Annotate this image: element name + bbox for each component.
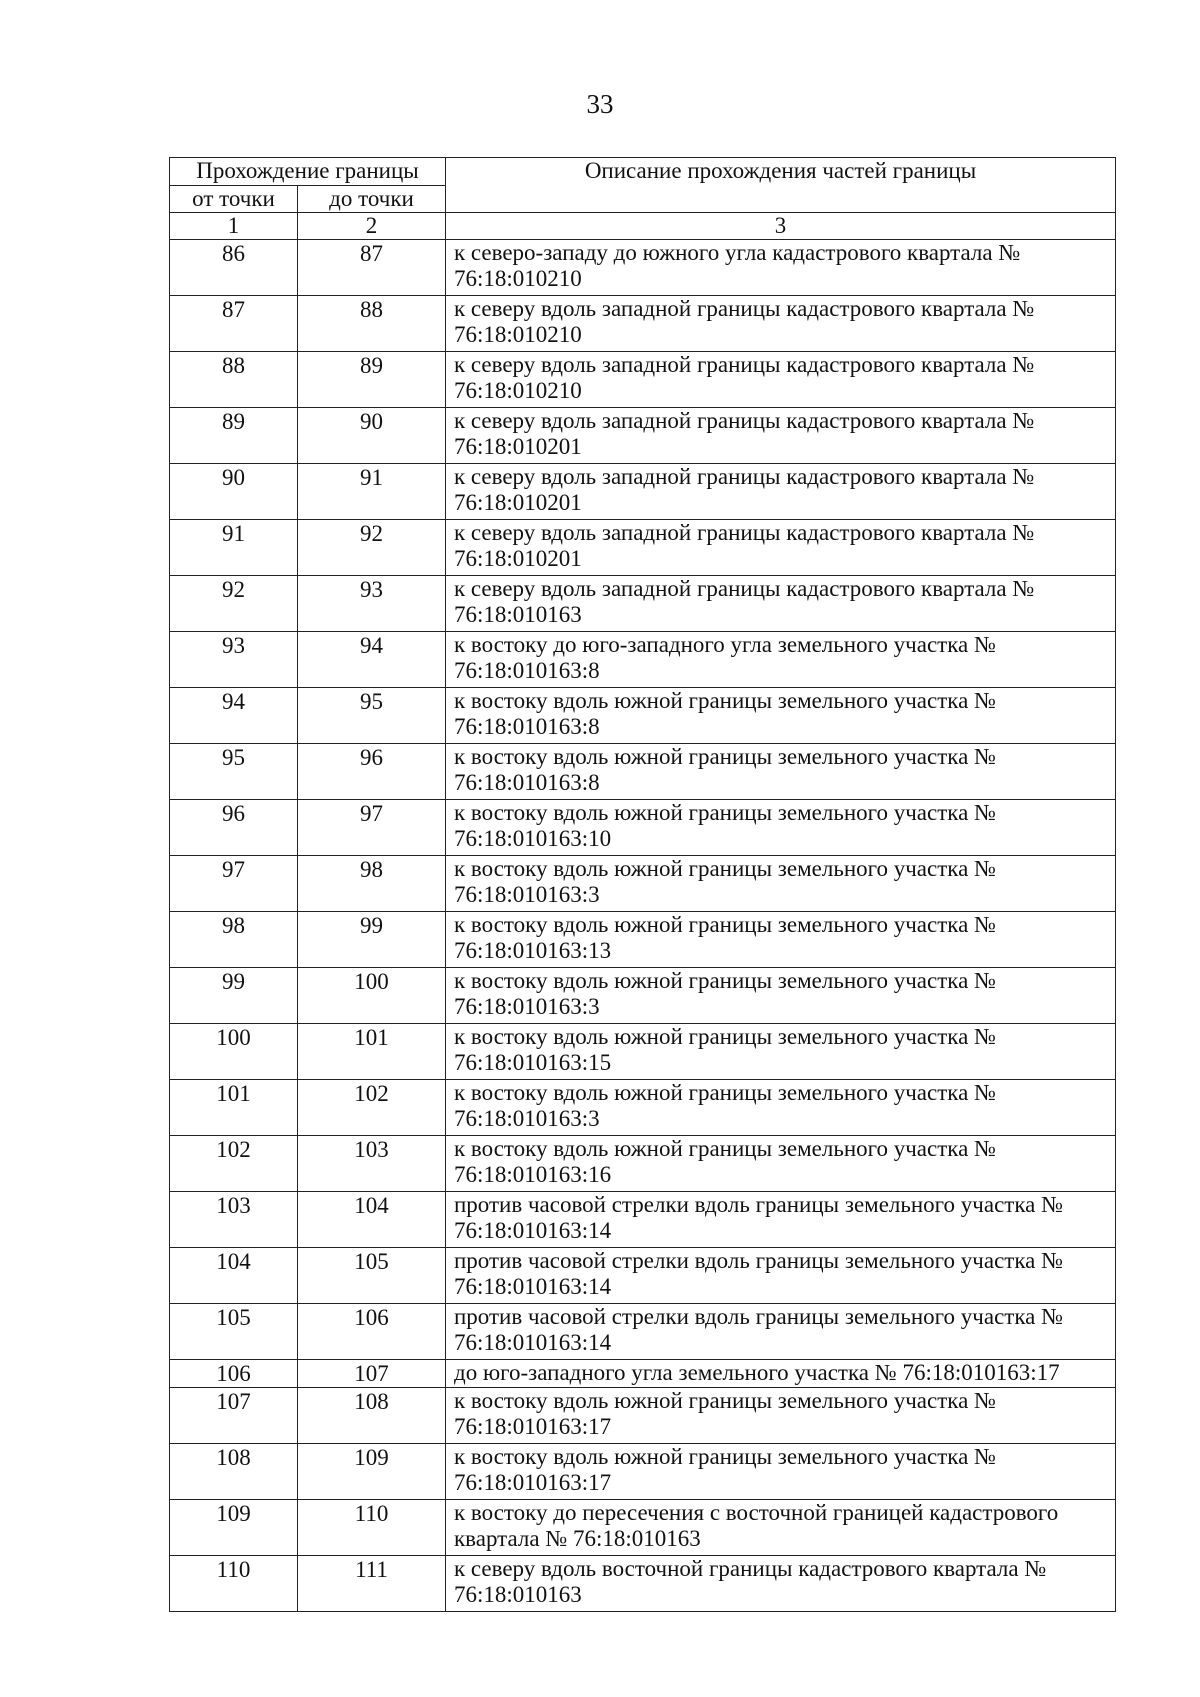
description-line: 76:18:010201 xyxy=(454,546,582,571)
header-description: Описание прохождения частей границы xyxy=(446,158,1116,213)
from-point-cell: 105 xyxy=(170,1304,298,1360)
from-point-cell: 97 xyxy=(170,856,298,912)
description-cell xyxy=(446,296,1116,352)
description-line: к северу вдоль западной границы кадастрового квартала № xyxy=(454,352,1035,377)
description-line: до юго-западного угла земельного участка № 76:18:010163:17 xyxy=(454,1360,1060,1385)
description-cell xyxy=(446,1136,1116,1192)
header-from-point: от точки xyxy=(170,186,298,213)
from-point-cell: 102 xyxy=(170,1136,298,1192)
to-point-cell: 109 xyxy=(298,1444,446,1500)
description-line: к востоку вдоль южной границы земельного участка № xyxy=(454,800,997,825)
to-point-cell: 95 xyxy=(298,688,446,744)
table-row xyxy=(170,912,1116,968)
from-point-cell: 103 xyxy=(170,1192,298,1248)
description-line: к востоку вдоль южной границы земельного участка № xyxy=(454,912,997,937)
description-cell xyxy=(446,240,1116,296)
table-row xyxy=(170,1304,1116,1360)
description-cell xyxy=(446,912,1116,968)
boundary-table xyxy=(169,157,1116,1612)
description-line: к востоку вдоль южной границы земельного участка № xyxy=(454,968,997,993)
description-line: против часовой стрелки вдоль границы земельного участка № xyxy=(454,1304,1064,1329)
from-point-cell: 107 xyxy=(170,1388,298,1444)
description-line: к востоку вдоль южной границы земельного участка № xyxy=(454,1136,997,1161)
from-point-cell: 104 xyxy=(170,1248,298,1304)
from-point-cell: 87 xyxy=(170,296,298,352)
to-point-cell: 106 xyxy=(298,1304,446,1360)
column-number: 2 xyxy=(298,213,446,240)
description-line: к северу вдоль западной границы кадастрового квартала № xyxy=(454,520,1035,545)
header-to-point: до точки xyxy=(298,186,446,213)
from-point-cell: 98 xyxy=(170,912,298,968)
description-line: 76:18:010163:15 xyxy=(454,1050,612,1075)
to-point-cell: 103 xyxy=(298,1136,446,1192)
description-line: к северу вдоль западной границы кадастрового квартала № xyxy=(454,576,1035,601)
description-line: к северу вдоль западной границы кадастрового квартала № xyxy=(454,408,1035,433)
description-cell xyxy=(446,576,1116,632)
from-point-cell: 110 xyxy=(170,1556,298,1612)
to-point-cell: 89 xyxy=(298,352,446,408)
table-row xyxy=(170,744,1116,800)
table-row xyxy=(170,1136,1116,1192)
description-line: 76:18:010163:10 xyxy=(454,826,612,851)
description-line: 76:18:010210 xyxy=(454,266,582,291)
description-line: 76:18:010210 xyxy=(454,322,582,347)
description-cell xyxy=(446,1360,1116,1388)
from-point-cell: 101 xyxy=(170,1080,298,1136)
to-point-cell: 97 xyxy=(298,800,446,856)
from-point-cell: 92 xyxy=(170,576,298,632)
description-cell xyxy=(446,1080,1116,1136)
description-line: 76:18:010201 xyxy=(454,434,582,459)
table-row xyxy=(170,520,1116,576)
description-line: 76:18:010163:8 xyxy=(454,770,600,795)
description-line: 76:18:010163:8 xyxy=(454,714,600,739)
from-point-cell: 91 xyxy=(170,520,298,576)
description-cell xyxy=(446,968,1116,1024)
from-point-cell: 88 xyxy=(170,352,298,408)
description-line: 76:18:010163:3 xyxy=(454,882,600,907)
table-row xyxy=(170,1500,1116,1556)
description-cell xyxy=(446,464,1116,520)
description-cell xyxy=(446,520,1116,576)
from-point-cell: 89 xyxy=(170,408,298,464)
from-point-cell: 96 xyxy=(170,800,298,856)
table-row xyxy=(170,1024,1116,1080)
column-number-row xyxy=(170,213,1116,240)
from-point-cell: 109 xyxy=(170,1500,298,1556)
description-cell xyxy=(446,408,1116,464)
description-line: к северу вдоль западной границы кадастрового квартала № xyxy=(454,464,1035,489)
description-line: к востоку вдоль южной границы земельного участка № xyxy=(454,856,997,881)
from-point-cell: 108 xyxy=(170,1444,298,1500)
description-cell xyxy=(446,1304,1116,1360)
from-point-cell: 106 xyxy=(170,1360,298,1388)
to-point-cell: 108 xyxy=(298,1388,446,1444)
description-cell xyxy=(446,1556,1116,1612)
description-cell xyxy=(446,856,1116,912)
description-line: 76:18:010163:14 xyxy=(454,1218,612,1243)
table-row xyxy=(170,240,1116,296)
description-line: к востоку вдоль южной границы земельного участка № xyxy=(454,688,997,713)
to-point-cell: 90 xyxy=(298,408,446,464)
description-line: 76:18:010210 xyxy=(454,378,582,403)
description-line: к востоку вдоль южной границы земельного участка № xyxy=(454,744,997,769)
to-point-cell: 96 xyxy=(298,744,446,800)
table-row xyxy=(170,408,1116,464)
description-line: 76:18:010163:3 xyxy=(454,994,600,1019)
to-point-cell: 101 xyxy=(298,1024,446,1080)
to-point-cell: 92 xyxy=(298,520,446,576)
description-cell xyxy=(446,1024,1116,1080)
to-point-cell: 88 xyxy=(298,296,446,352)
description-line: 76:18:010163:14 xyxy=(454,1330,612,1355)
description-line: квартала № 76:18:010163 xyxy=(454,1526,701,1551)
description-cell xyxy=(446,744,1116,800)
page-number: 33 xyxy=(586,89,614,119)
table-body xyxy=(170,213,1116,1612)
description-line: 76:18:010163:14 xyxy=(454,1274,612,1299)
description-line: к северо-западу до южного угла кадастрового квартала № xyxy=(454,240,1021,265)
to-point-cell: 111 xyxy=(298,1556,446,1612)
to-point-cell: 98 xyxy=(298,856,446,912)
description-line: к востоку вдоль южной границы земельного участка № xyxy=(454,1080,997,1105)
from-point-cell: 100 xyxy=(170,1024,298,1080)
description-cell xyxy=(446,800,1116,856)
from-point-cell: 94 xyxy=(170,688,298,744)
description-line: 76:18:010163:17 xyxy=(454,1414,612,1439)
table-row xyxy=(170,800,1116,856)
from-point-cell: 93 xyxy=(170,632,298,688)
to-point-cell: 107 xyxy=(298,1360,446,1388)
from-point-cell: 90 xyxy=(170,464,298,520)
to-point-cell: 105 xyxy=(298,1248,446,1304)
table-row xyxy=(170,968,1116,1024)
table-row xyxy=(170,632,1116,688)
to-point-cell: 110 xyxy=(298,1500,446,1556)
description-line: к востоку до пересечения с восточной границей кадастрового xyxy=(454,1500,1059,1525)
to-point-cell: 94 xyxy=(298,632,446,688)
description-line: против часовой стрелки вдоль границы земельного участка № xyxy=(454,1192,1064,1217)
description-line: к востоку вдоль южной границы земельного участка № xyxy=(454,1024,997,1049)
to-point-cell: 99 xyxy=(298,912,446,968)
description-line: к северу вдоль восточной границы кадастрового квартала № xyxy=(454,1556,1047,1581)
to-point-cell: 102 xyxy=(298,1080,446,1136)
description-cell xyxy=(446,1248,1116,1304)
table-row xyxy=(170,1444,1116,1500)
description-cell xyxy=(446,1444,1116,1500)
column-number: 3 xyxy=(446,213,1116,240)
description-line: 76:18:010163 xyxy=(454,1582,582,1607)
table-row xyxy=(170,352,1116,408)
description-cell xyxy=(446,688,1116,744)
table-row xyxy=(170,688,1116,744)
description-line: 76:18:010163 xyxy=(454,602,582,627)
description-line: к востоку до юго-западного угла земельного участка № xyxy=(454,632,996,657)
description-line: против часовой стрелки вдоль границы земельного участка № xyxy=(454,1248,1064,1273)
header-boundary-passage: Прохождение границы xyxy=(170,158,446,186)
to-point-cell: 104 xyxy=(298,1192,446,1248)
description-cell xyxy=(446,1500,1116,1556)
description-line: 76:18:010163:13 xyxy=(454,938,612,963)
description-line: 76:18:010201 xyxy=(454,490,582,515)
table-row xyxy=(170,576,1116,632)
to-point-cell: 100 xyxy=(298,968,446,1024)
table-row xyxy=(170,1388,1116,1444)
table-row xyxy=(170,464,1116,520)
table-row xyxy=(170,296,1116,352)
description-line: к востоку вдоль южной границы земельного участка № xyxy=(454,1444,997,1469)
from-point-cell: 86 xyxy=(170,240,298,296)
table-row xyxy=(170,1556,1116,1612)
table-row xyxy=(170,1360,1116,1388)
description-cell xyxy=(446,1388,1116,1444)
description-cell xyxy=(446,352,1116,408)
to-point-cell: 91 xyxy=(298,464,446,520)
description-line: к северу вдоль западной границы кадастрового квартала № xyxy=(454,296,1035,321)
from-point-cell: 99 xyxy=(170,968,298,1024)
description-cell xyxy=(446,1192,1116,1248)
table-row xyxy=(170,1192,1116,1248)
from-point-cell: 95 xyxy=(170,744,298,800)
description-line: 76:18:010163:3 xyxy=(454,1106,600,1131)
to-point-cell: 93 xyxy=(298,576,446,632)
table-row xyxy=(170,856,1116,912)
description-line: 76:18:010163:17 xyxy=(454,1470,612,1495)
to-point-cell: 87 xyxy=(298,240,446,296)
table-row xyxy=(170,1248,1116,1304)
column-number: 1 xyxy=(170,213,298,240)
description-line: 76:18:010163:8 xyxy=(454,658,600,683)
description-cell xyxy=(446,632,1116,688)
description-line: 76:18:010163:16 xyxy=(454,1162,612,1187)
table-row xyxy=(170,1080,1116,1136)
description-line: к востоку вдоль южной границы земельного участка № xyxy=(454,1388,997,1413)
